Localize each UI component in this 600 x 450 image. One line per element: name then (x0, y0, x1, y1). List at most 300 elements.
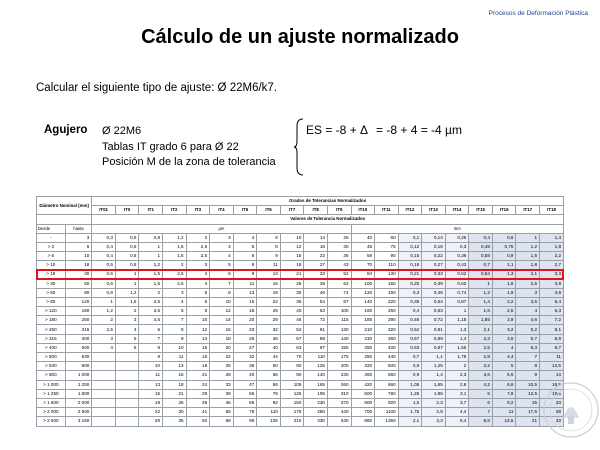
tolerance-cell: 25 (163, 398, 187, 407)
tolerance-cell: 3 (210, 233, 234, 242)
tolerance-cell: 4 (115, 325, 139, 334)
tolerance-cell: 1 (469, 279, 493, 288)
tolerance-cell: 6 (469, 398, 493, 407)
tolerance-cell: 10 (139, 362, 163, 371)
tolerance-cell: 250 (375, 307, 399, 316)
tolerance-cell: 40 (233, 371, 257, 380)
tolerance-cell: 250 (351, 343, 375, 352)
es-formula: ES = -8 + Δ (306, 123, 369, 137)
tolerance-cell: 8,6 (469, 417, 493, 426)
tolerance-cell: 190 (375, 288, 399, 297)
tolerance-cell: 68 (210, 417, 234, 426)
agujero-details (102, 124, 276, 171)
tolerance-cell (92, 380, 116, 389)
tolerance-cell: 135 (257, 417, 281, 426)
grade-header-cell: IT6 (257, 206, 281, 215)
tolerance-cell: 97 (304, 343, 328, 352)
tolerance-cell: 2 (115, 307, 139, 316)
tolerance-cell: 0,8 (92, 288, 116, 297)
row-desde: > 120 (37, 307, 66, 316)
row-desde: > 50 (37, 288, 66, 297)
tolerance-cell: 9 (516, 371, 540, 380)
row-desde: > 80 (37, 297, 66, 306)
tolerance-cell: 100 (351, 279, 375, 288)
tolerance-cell: 130 (327, 325, 351, 334)
tolerance-cell: 21 (163, 389, 187, 398)
tolerance-cell (92, 408, 116, 417)
tolerance-cell: 320 (375, 325, 399, 334)
tolerance-cell: 35 (280, 297, 304, 306)
tolerance-cell: 39 (210, 389, 234, 398)
tolerance-cell: 230 (304, 398, 328, 407)
grades-title: Grados de Tolerancias Normalizados (92, 197, 564, 206)
tolerance-cell (92, 417, 116, 426)
tolerance-cell: 3,6 (492, 334, 516, 343)
tolerance-cell: 0,4 (398, 307, 422, 316)
tolerance-cell: 330 (304, 417, 328, 426)
tolerance-cell (92, 371, 116, 380)
tolerance-cell: 0,6 (92, 279, 116, 288)
tolerance-cell: 2,2 (540, 251, 564, 260)
tolerance-cell: 155 (327, 343, 351, 352)
agujero-line-designation: Ø 22M6 (102, 125, 142, 137)
tolerance-cell: 28 (540, 408, 564, 417)
tolerance-cell: 280 (304, 408, 328, 417)
row-hasta: 180 (65, 307, 92, 316)
tolerance-cell: 10 (280, 233, 304, 242)
tolerance-cell: 0,57 (398, 334, 422, 343)
row-hasta: 500 (65, 343, 92, 352)
tolerance-cell: 0,6 (492, 233, 516, 242)
tolerance-cell: 30 (163, 408, 187, 417)
tolerance-cell: 0,25 (398, 279, 422, 288)
tolerance-cell: 2,5 (163, 279, 187, 288)
tolerance-cell: 22 (139, 408, 163, 417)
tolerance-cell: 2,5 (492, 307, 516, 316)
tolerance-cell: 25 (257, 307, 281, 316)
tolerance-cell: 4 (233, 233, 257, 242)
row-desde: > 6 (37, 251, 66, 260)
grade-header-cell: IT8 (304, 206, 328, 215)
table-row (37, 288, 564, 297)
tolerance-cell: 1,25 (398, 389, 422, 398)
tolerance-cell: 105 (280, 380, 304, 389)
table-row (37, 417, 564, 426)
tolerance-cell: 54 (304, 297, 328, 306)
tolerance-cell: 78 (233, 408, 257, 417)
tolerance-table-body (37, 233, 564, 426)
tolerance-cell: 2 (186, 233, 210, 242)
tolerance-cell: 18 (210, 334, 234, 343)
tolerance-cell: 6,3 (516, 343, 540, 352)
tolerance-cell: 9,2 (492, 398, 516, 407)
tolerance-cell: 46 (280, 316, 304, 325)
tolerance-cell: 3 (115, 316, 139, 325)
tolerance-cell: 1,4 (469, 297, 493, 306)
tolerance-cell: 13 (139, 380, 163, 389)
tolerance-cell: 4,4 (492, 353, 516, 362)
tolerance-cell: 90 (280, 371, 304, 380)
tolerance-cell: 46 (304, 288, 328, 297)
tolerance-cell: 26 (139, 417, 163, 426)
tolerance-cell: 28 (210, 371, 234, 380)
tolerance-cell: 33 (210, 380, 234, 389)
tolerance-cell: 35 (186, 398, 210, 407)
tolerance-cell: 1,6 (469, 307, 493, 316)
table-corner-label: Diámetro Nominal (mm) (37, 197, 92, 215)
tolerance-table (36, 196, 564, 427)
row-hasta: 50 (65, 279, 92, 288)
tolerance-cell: 120 (351, 288, 375, 297)
tolerance-cell: 9,7 (540, 343, 564, 352)
grade-header-cell: IT3 (186, 206, 210, 215)
tolerance-cell: 10,5 (516, 380, 540, 389)
tolerance-cell: 7 (469, 408, 493, 417)
tolerance-cell: 1,5 (163, 251, 187, 260)
table-row (37, 251, 564, 260)
grade-header-cell: IT2 (163, 206, 187, 215)
tolerance-cell: 6,6 (492, 380, 516, 389)
table-row (37, 242, 564, 251)
tolerance-cell: 0,4 (469, 233, 493, 242)
row-desde: > 30 (37, 279, 66, 288)
tolerance-cell (115, 417, 139, 426)
tolerance-cell: 10 (210, 297, 234, 306)
tolerance-cell: 3 (186, 261, 210, 270)
tolerance-cell: 1,5 (398, 398, 422, 407)
tolerance-cell: 1,2 (115, 288, 139, 297)
tolerance-cell: 75 (375, 242, 399, 251)
tolerance-cell: 110 (257, 408, 281, 417)
tolerance-cell: 175 (327, 353, 351, 362)
tolerance-cell: 2,3 (422, 398, 446, 407)
tolerance-cell: 2,1 (516, 270, 540, 279)
tolerance-cell: 20 (233, 316, 257, 325)
tolerance-cell: 1,25 (422, 362, 446, 371)
tolerance-cell: 0,63 (398, 343, 422, 352)
tolerance-cell: 33 (540, 417, 564, 426)
col-hasta-label: hasta (65, 224, 92, 233)
tolerance-cell: 1100 (375, 408, 399, 417)
tolerance-cell: 185 (351, 316, 375, 325)
grade-header-cell: IT4 (210, 206, 234, 215)
tolerance-cell: 5 (469, 389, 493, 398)
tolerance-cell: 0,8 (139, 233, 163, 242)
tolerance-cell: 1,3 (492, 270, 516, 279)
tolerance-cell: 8 (210, 288, 234, 297)
tolerance-cell: 40 (257, 343, 281, 352)
tolerance-cell: 195 (304, 389, 328, 398)
tolerance-cell: 0,36 (445, 251, 469, 260)
tolerance-cell: 92 (257, 398, 281, 407)
tolerance-cell: 7 (139, 334, 163, 343)
tolerance-cell: 66 (257, 380, 281, 389)
tolerance-cell: 8,9 (540, 334, 564, 343)
tolerance-cell: 5,2 (516, 325, 540, 334)
tolerance-cell: 160 (375, 279, 399, 288)
tolerance-cell: 22 (304, 251, 328, 260)
tolerance-cell: 1 (445, 307, 469, 316)
tolerance-cell (92, 353, 116, 362)
tolerance-cell: 78 (257, 389, 281, 398)
tolerance-cell: 63 (304, 307, 328, 316)
tolerance-cell: 860 (351, 417, 375, 426)
tolerance-cell: 0,54 (422, 297, 446, 306)
tolerance-cell: 0,89 (422, 334, 446, 343)
tolerance-cell: 440 (375, 353, 399, 362)
tolerance-cell: 130 (375, 270, 399, 279)
tolerance-cell: 50 (186, 417, 210, 426)
row-desde: > 630 (37, 362, 66, 371)
tolerance-cell: 25 (233, 334, 257, 343)
agujero-line-it-grade: Tablas IT grado 6 para Ø 22 (102, 140, 239, 153)
table-row (37, 398, 564, 407)
tolerance-cell: 21 (186, 371, 210, 380)
table-row (37, 353, 564, 362)
tolerance-cell: 0,52 (398, 325, 422, 334)
grade-header-cell: IT7 (280, 206, 304, 215)
tolerance-cell: 18 (280, 261, 304, 270)
tolerance-cell: 2,7 (540, 261, 564, 270)
tolerance-cell: 0,27 (422, 261, 446, 270)
tolerance-cell: 2,5 (139, 297, 163, 306)
tolerance-cell: 36 (327, 251, 351, 260)
tolerance-cell: 3,5 (516, 297, 540, 306)
tolerance-cell: 140 (351, 297, 375, 306)
tolerance-cell: 32 (233, 353, 257, 362)
tolerance-cell: 4 (186, 270, 210, 279)
tolerance-cell: 0,48 (469, 242, 493, 251)
tolerance-cell: 3,7 (445, 398, 469, 407)
grade-header-cell: IT0 (115, 206, 139, 215)
tolerance-cell: 400 (375, 343, 399, 352)
tolerance-cell: 2 (163, 261, 187, 270)
table-row (37, 371, 564, 380)
row-desde: > 2 500 (37, 417, 66, 426)
tolerance-cell: 0,4 (92, 251, 116, 260)
tolerance-cell: 6 (257, 233, 281, 242)
table-row (37, 389, 564, 398)
tolerance-cell: 1,1 (422, 353, 446, 362)
tolerance-cell: 1,4 (540, 233, 564, 242)
table-row (37, 380, 564, 389)
tolerance-cell: 13 (233, 288, 257, 297)
tolerance-cell (115, 371, 139, 380)
tolerance-cell: 2,1 (398, 417, 422, 426)
tolerance-cell: 1,5 (139, 279, 163, 288)
tolerance-cell: 10 (186, 316, 210, 325)
tolerance-cell: 175 (280, 408, 304, 417)
tolerance-cell: 1,4 (422, 371, 446, 380)
tolerance-cell: 1 (516, 233, 540, 242)
tolerance-cell: 0,22 (422, 251, 446, 260)
tolerance-cell: 1,2 (469, 288, 493, 297)
tolerance-cell: 110 (304, 353, 328, 362)
tolerance-cell: 0,8 (115, 261, 139, 270)
tolerance-cell: 5,6 (492, 371, 516, 380)
tolerance-cell: 87 (327, 297, 351, 306)
tolerance-cell: 3 (92, 334, 116, 343)
tolerance-cell: 0,18 (422, 242, 446, 251)
tolerance-cell: 18 (304, 242, 328, 251)
tolerance-cell: 4 (516, 307, 540, 316)
tolerance-cell: 360 (351, 371, 375, 380)
tolerance-cell: 2,5 (186, 251, 210, 260)
tolerance-cell: 65 (233, 398, 257, 407)
tolerance-cell: 0,5 (92, 261, 116, 270)
table-row (37, 408, 564, 417)
tolerance-cell: 3,3 (540, 270, 564, 279)
tolerance-cell: 33 (304, 270, 328, 279)
tolerance-cell: 14 (540, 371, 564, 380)
tolerance-cell: 1,6 (492, 279, 516, 288)
tolerance-cell: 0,4 (92, 242, 116, 251)
tolerance-cell: 0,12 (398, 242, 422, 251)
tolerance-cell: 18 (233, 307, 257, 316)
row-hasta: 6 (65, 242, 92, 251)
tolerance-cell: 1,5 (139, 270, 163, 279)
tolerance-cell: 3,5 (139, 307, 163, 316)
tolerance-cell: 5,4 (540, 297, 564, 306)
tolerance-cell: 500 (375, 362, 399, 371)
tolerance-cell: 55 (210, 408, 234, 417)
tolerance-cell: 3 (516, 288, 540, 297)
tolerance-cell: 12,5 (516, 389, 540, 398)
tolerance-cell: 230 (327, 371, 351, 380)
tolerance-cell: 29 (257, 316, 281, 325)
tolerance-cell: 14 (210, 316, 234, 325)
grade-header-cell: IT5 (233, 206, 257, 215)
tolerance-cell: 0,3 (445, 242, 469, 251)
tolerance-cell: 5 (115, 334, 139, 343)
tolerance-cell: 15 (139, 389, 163, 398)
tolerance-cell: 0,9 (492, 251, 516, 260)
tolerance-cell: 2,5 (469, 343, 493, 352)
unit-um-label: µm (92, 224, 351, 233)
tolerance-cell: 0,9 (398, 371, 422, 380)
tolerance-cell: 70 (280, 353, 304, 362)
tolerance-cell: 1,4 (445, 334, 469, 343)
tolerance-cell: 18 (139, 398, 163, 407)
tolerance-cell: 74 (327, 288, 351, 297)
tolerance-cell: 0,6 (115, 251, 139, 260)
tolerance-cell: 8 (163, 325, 187, 334)
tolerance-cell: 310 (327, 389, 351, 398)
row-hasta: 2 000 (65, 398, 92, 407)
tolerance-cell: 29 (186, 389, 210, 398)
tolerance-cell: 1,75 (445, 353, 469, 362)
tolerance-cell: 18 (186, 362, 210, 371)
tolerance-cell: 1,2 (516, 242, 540, 251)
tolerance-cell: 230 (351, 334, 375, 343)
tolerance-cell: 0,3 (398, 288, 422, 297)
tolerance-cell: 96 (233, 417, 257, 426)
tolerance-cell: 6 (186, 297, 210, 306)
tolerance-cell: 0,18 (398, 261, 422, 270)
tolerance-cell: 1,5 (516, 251, 540, 260)
row-hasta: 3 150 (65, 417, 92, 426)
tolerance-cell: 1,15 (445, 316, 469, 325)
tolerance-cell: 5 (492, 362, 516, 371)
tolerance-cell: 1,5 (115, 297, 139, 306)
tolerance-cell: 1,2 (163, 233, 187, 242)
tolerance-cell: 0,74 (445, 288, 469, 297)
tolerance-cell: 72 (304, 316, 328, 325)
intro-text: Calcular el siguiente tipo de ajuste: Ø 22M6/k7. (36, 82, 277, 94)
tolerance-cell: 1,8 (516, 261, 540, 270)
row-desde: > 250 (37, 325, 66, 334)
tolerance-cell: 16 (257, 279, 281, 288)
tolerance-cell: 280 (351, 353, 375, 362)
tolerance-cell: 13,5 (492, 417, 516, 426)
tolerance-cell: 4 (210, 242, 234, 251)
grade-header-cell: IT13 (422, 206, 446, 215)
tolerance-cell: 43 (327, 261, 351, 270)
tolerance-cell: 15 (186, 343, 210, 352)
tolerance-cell: 5,4 (445, 417, 469, 426)
tolerance-cell: 660 (375, 380, 399, 389)
tolerance-cell: 7,2 (540, 316, 564, 325)
tolerance-cell: 1 (139, 242, 163, 251)
tolerance-cell: 1,95 (422, 389, 446, 398)
tolerance-cell: 16 (210, 325, 234, 334)
tolerance-cell: 2,5 (186, 242, 210, 251)
tolerance-cell: 18 (163, 380, 187, 389)
tolerance-cell (92, 389, 116, 398)
tolerance-cell: 11 (540, 353, 564, 362)
grade-header-cell: IT11 (375, 206, 399, 215)
tolerance-cell: 55 (233, 389, 257, 398)
table-row (37, 325, 564, 334)
tolerance-cell: 5,7 (516, 334, 540, 343)
tolerance-cell: 22 (257, 297, 281, 306)
row-desde: > 315 (37, 334, 66, 343)
row-desde: > 400 (37, 343, 66, 352)
table-row (37, 362, 564, 371)
header-note: Procesos de Deformación Plástica (488, 10, 588, 17)
table-row (37, 334, 564, 343)
tolerance-cell: 41 (186, 408, 210, 417)
tolerance-cell: 23 (540, 398, 564, 407)
values-title: Valores de Tolerancia Normalizados (92, 215, 564, 224)
row-desde: > 800 (37, 371, 66, 380)
tolerance-cell: 58 (351, 251, 375, 260)
row-hasta: 80 (65, 288, 92, 297)
tolerance-cell (115, 353, 139, 362)
table-row (37, 297, 564, 306)
tolerance-cell: 540 (327, 417, 351, 426)
row-hasta: 1 000 (65, 371, 92, 380)
tolerance-cell: 8 (257, 242, 281, 251)
row-hasta: 250 (65, 316, 92, 325)
tolerance-cell: 0,46 (422, 288, 446, 297)
tolerance-cell: 0,72 (422, 316, 446, 325)
tolerance-cell: 140 (304, 371, 328, 380)
grade-header-cell: IT18 (540, 206, 564, 215)
tolerance-cell: 150 (280, 398, 304, 407)
tolerance-cell: 13 (186, 334, 210, 343)
tolerance-cell: 60 (375, 233, 399, 242)
tolerance-cell: 8 (186, 307, 210, 316)
tolerance-cell: 360 (375, 334, 399, 343)
tolerance-cell: 56 (257, 371, 281, 380)
table-row (37, 307, 564, 316)
tolerance-cell: 0,1 (398, 233, 422, 242)
tolerance-cell: 39 (304, 279, 328, 288)
tolerance-cell: 0,15 (398, 251, 422, 260)
tolerance-cell: 1 (115, 279, 139, 288)
tolerance-cell: 48 (351, 242, 375, 251)
